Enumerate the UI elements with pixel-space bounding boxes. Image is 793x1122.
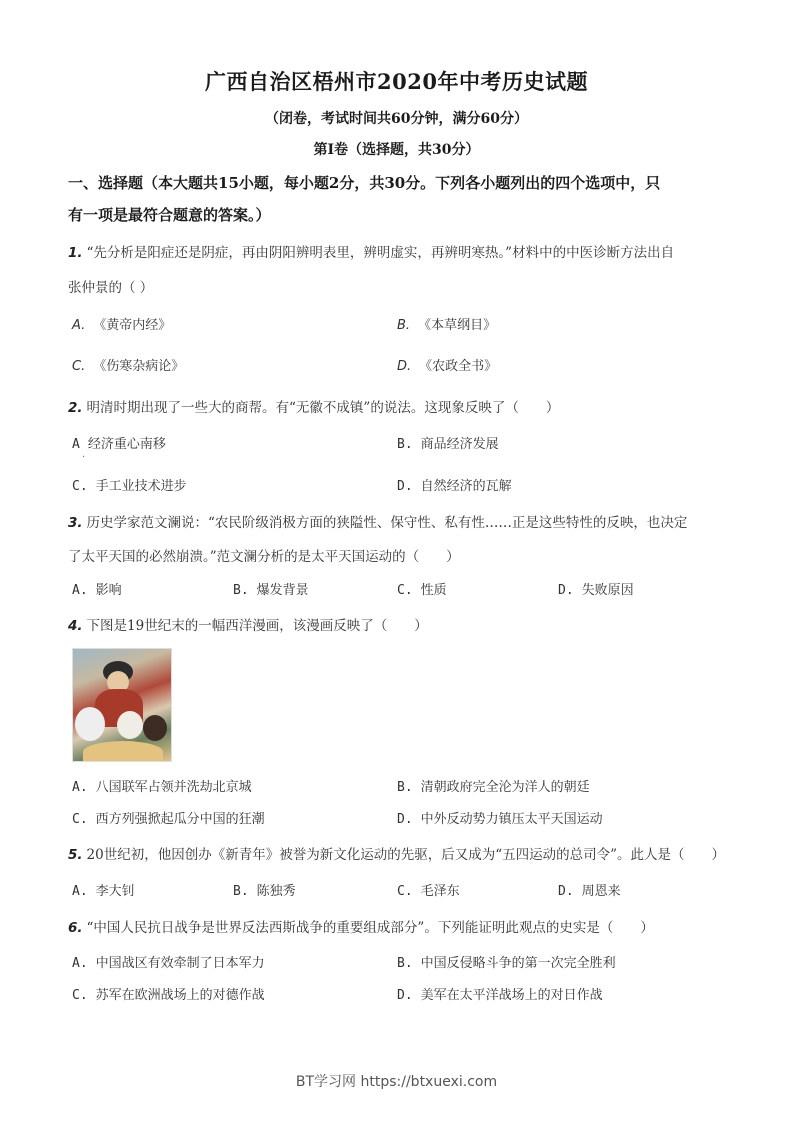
question-text: 20世纪初，他因创办《新青年》被誉为新文化运动的先驱，后又成为“五四运动的总司令”。此人是（ ）	[86, 847, 726, 863]
question-1-cont: 张仲景的（ ）	[68, 280, 154, 296]
q6-option-b[interactable]: B. 中国反侵略斗争的第一次完全胜利	[397, 956, 616, 971]
q5-option-a[interactable]: A. 李大钊	[72, 884, 135, 899]
q3-option-d[interactable]: D. 失败原因	[558, 583, 634, 598]
q1-option-c[interactable]: C. 《伤寒杂病论》	[72, 359, 185, 374]
section-heading-line1: 一、选择题（本大题共15小题，每小题2分，共30分。下列各小题列出的四个选项中，只	[68, 174, 661, 192]
q2-option-b[interactable]: B. 商品经济发展	[397, 437, 499, 452]
q5-option-b[interactable]: B. 陈独秀	[233, 884, 296, 899]
question-6	[68, 916, 654, 936]
q4-option-b[interactable]: B. 清朝政府完全沦为洋人的朝廷	[397, 780, 590, 795]
q1-option-b[interactable]: B. 《本草纲目》	[397, 318, 497, 333]
exam-info: （闭卷，考试时间共60分钟，满分60分）	[265, 111, 528, 127]
question-5	[68, 843, 725, 863]
q5-option-d[interactable]: D. 周恩来	[558, 884, 621, 899]
q3-option-a[interactable]: A. 影响	[72, 583, 122, 598]
question-number: 4.	[68, 618, 83, 634]
q6-option-d[interactable]: D. 美军在太平洋战场上的对日作战	[397, 988, 603, 1003]
question-1	[68, 241, 674, 261]
question-number: 6.	[68, 920, 83, 936]
question-number: 3.	[68, 515, 83, 531]
part-heading: 第Ⅰ卷（选择题，共30分）	[313, 142, 480, 158]
q4-option-a[interactable]: A. 八国联军占领并洗劫北京城	[72, 780, 252, 795]
question-text: “中国人民抗日战争是世界反法西斯战争的重要组成部分”。下列能证明此观点的史实是（ ）	[86, 920, 654, 936]
question-text: 下图是19世纪末的一幅西洋漫画，该漫画反映了（ ）	[86, 618, 428, 634]
q5-option-c[interactable]: C. 毛泽东	[397, 884, 460, 899]
question-3-cont: 了太平天国的必然崩溃。”范文澜分析的是太平天国运动的（ ）	[68, 549, 460, 565]
section-heading-line2: 有一项是最符合题意的答案。）	[68, 206, 271, 224]
question-text: 历史学家范文澜说：“农民阶级消极方面的狭隘性、保守性、私有性……正是这些特性的反映，也决定	[86, 515, 688, 531]
q2-option-d[interactable]: D. 自然经济的瓦解	[397, 479, 512, 494]
q1-option-d[interactable]: D. 《农政全书》	[397, 359, 498, 374]
question-3	[68, 511, 687, 531]
q3-option-c[interactable]: C. 性质	[397, 583, 447, 598]
q6-option-c[interactable]: C. 苏军在欧洲战场上的对德作战	[72, 988, 265, 1003]
question-2	[68, 396, 559, 416]
cartoon-image	[72, 648, 172, 762]
question-text: “先分析是阳症还是阴症，再由阴阳辨明表里，辨明虚实，再辨明寒热。”材料中的中医诊断方法出自	[86, 245, 675, 261]
stray-mark: ·	[82, 452, 86, 463]
watermark-footer: BT学习网 https://btxuexi.com	[295, 1074, 498, 1090]
question-text: 明清时期出现了一些大的商帮。有“无徽不成镇”的说法。这现象反映了（ ）	[86, 400, 560, 416]
q1-option-a[interactable]: A. 《黄帝内经》	[72, 318, 172, 333]
q4-option-d[interactable]: D. 中外反动势力镇压太平天国运动	[397, 812, 603, 827]
question-number: 5.	[68, 847, 83, 863]
q2-option-a[interactable]: A 经济重心南移	[72, 437, 166, 452]
q6-option-a[interactable]: A. 中国战区有效牵制了日本军力	[72, 956, 265, 971]
question-number: 2.	[68, 400, 83, 416]
question-4	[68, 614, 428, 634]
question-number: 1.	[68, 245, 83, 261]
q4-option-c[interactable]: C. 西方列强掀起瓜分中国的狂潮	[72, 812, 265, 827]
q2-option-c[interactable]: C. 手工业技术进步	[72, 479, 187, 494]
q3-option-b[interactable]: B. 爆发背景	[233, 583, 309, 598]
page-title: 广西自治区梧州市2020年中考历史试题	[205, 69, 588, 94]
